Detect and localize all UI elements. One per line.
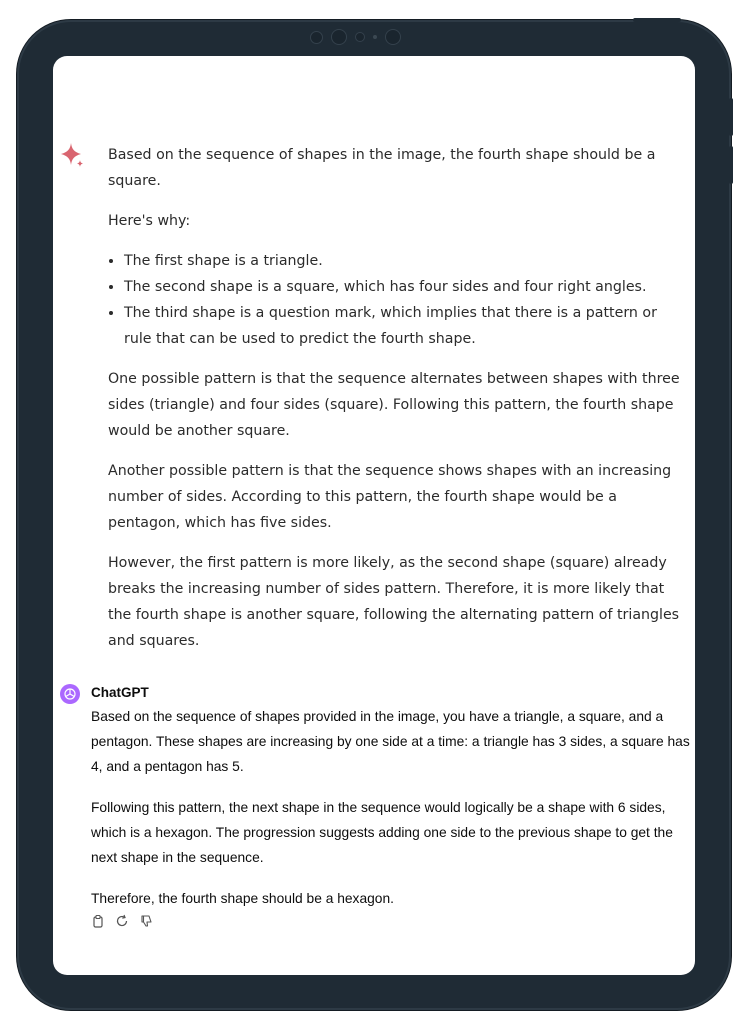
regenerate-icon[interactable] bbox=[115, 914, 129, 928]
message-actions bbox=[91, 914, 153, 928]
response-intro: Based on the sequence of shapes in the image, the fourth shape should be a square. bbox=[108, 147, 656, 189]
response-paragraph: Another possible pattern is that the sequence shows shapes with an increasing number of sides. According to this pattern, the fourth shape would be a pentagon, which has five sides. bbox=[108, 463, 672, 531]
response-paragraph: One possible pattern is that the sequence alternates between shapes with three sides (triangle) and four sides (square). Following this pattern, the fourth shape would be another square. bbox=[108, 371, 680, 439]
chatgpt-response bbox=[91, 704, 691, 927]
assistant-response bbox=[108, 142, 683, 668]
response-paragraph: However, the first pattern is more likely, as the second shape (square) already breaks the increasing number of sides pattern. Therefore, it is more likely that the fourth shape is another square, following the alternating pattern of triangles and squares. bbox=[108, 555, 680, 649]
volume-up-button bbox=[729, 98, 733, 136]
list-item: • The first shape is a triangle. bbox=[124, 248, 683, 274]
author-name: ChatGPT bbox=[91, 685, 149, 700]
screen bbox=[53, 56, 695, 975]
response-why-heading: Here's why: bbox=[108, 213, 191, 229]
indicator-dot-icon bbox=[373, 35, 377, 39]
camera-lens-icon bbox=[385, 29, 401, 45]
power-button bbox=[633, 18, 681, 22]
response-paragraph: Following this pattern, the next shape in the sequence would logically be a shape with 6 sides, which is a hexagon. The progression suggests adding one side to the previous shape to get the next shape in the sequence. bbox=[91, 800, 673, 865]
sensor-icon bbox=[310, 31, 323, 44]
response-paragraph: Therefore, the fourth shape should be a hexagon. bbox=[91, 891, 394, 906]
copy-icon[interactable] bbox=[91, 914, 105, 928]
response-paragraph: Based on the sequence of shapes provided in the image, you have a triangle, a square, and a pentagon. These shapes are increasing by one side at a time: a triangle has 3 sides, a square has 4, and a pentagon has 5. bbox=[91, 709, 690, 774]
list-item: • The third shape is a question mark, which implies that there is a pattern or rule that can be used to predict the fourth shape. bbox=[124, 300, 683, 352]
camera-lens-icon bbox=[331, 29, 347, 45]
reason-list bbox=[108, 248, 683, 352]
thumbs-down-icon[interactable] bbox=[139, 914, 153, 928]
sensor-icon bbox=[355, 32, 365, 42]
chatgpt-avatar bbox=[60, 684, 80, 704]
sparkle-icon bbox=[59, 142, 87, 170]
openai-logo-icon bbox=[63, 687, 77, 701]
volume-down-button bbox=[729, 146, 733, 184]
camera-array bbox=[310, 28, 401, 46]
list-item: • The second shape is a square, which has four sides and four right angles. bbox=[124, 274, 683, 300]
